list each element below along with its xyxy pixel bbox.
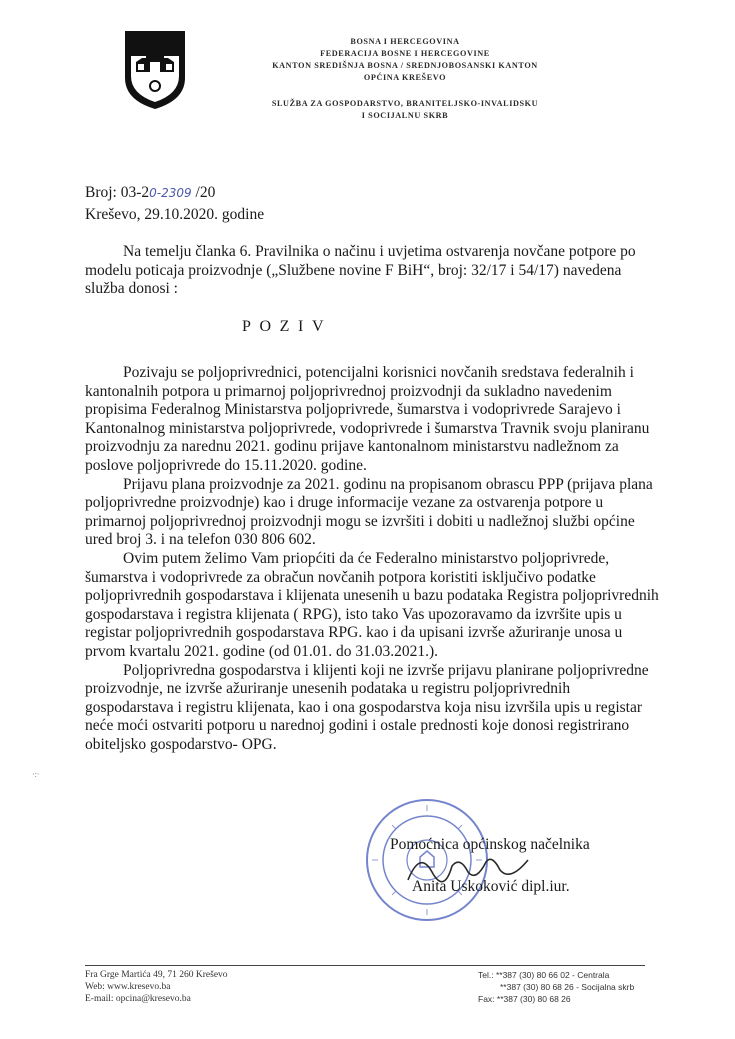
signatory-name: Anita Uskoković dipl.iur.	[412, 878, 570, 895]
municipality-crest-logo	[122, 28, 188, 112]
letterhead-line: BOSNA I HERCEGOVINA	[350, 37, 460, 46]
document-title: POZIV	[242, 318, 333, 335]
footer-contact	[85, 970, 228, 1005]
intro-text: Na temelju članka 6. Pravilnika o načinu i uvjetima ostvarenja novčane potpore po modelu poticaja proizvodnje („Službene novine F BiH“, broj: 32/17 i 54/17) navedena služba donosi :	[85, 243, 636, 298]
body-paragraph: Ovim putem želimo Vam priopćiti da će Federalno ministarstvo poljoprivrede, šumarstva i vodoprivrede za obračun novčanih potpora koristiti isključivo podatke poljoprivrednih gospodarstava i klijenata unesenih u bazu podataka Registra poljoprivrednih gospodarstava i registra klijenata ( RPG), isto tako Vas upozoravamo da izvršite upis u registar poljoprivrednih gospodarstava RPG. kao i da upisani izvrše ažuriranje unosa u prvom kvartalu 2021. godine (od 01.01. do 31.03.2021.).	[85, 549, 659, 660]
footer-phone: Tel.: **387 (30) 80 66 02 - Centrala	[478, 970, 610, 980]
body-paragraph: Prijavu plana proizvodnje za 2021. godinu na propisanom obrascu PPP (prijava plana poljoprivredne proizvodnje) kao i druge informacije vezane za ostvarenja potpore u primarnoj poljoprivrednoj proizvodnji mogu se izvršiti i dobiti u nadležnoj službi općine ured broj 3. i na telefon 030 806 602.	[85, 475, 653, 549]
footer-phone: **387 (30) 80 68 26 - Socijalna skrb	[500, 981, 635, 992]
intro-paragraph	[85, 243, 660, 299]
body-paragraphs	[85, 364, 660, 754]
service-line: SLUŽBA ZA GOSPODARSTVO, BRANITELJSKO-INVALIDSKU	[271, 99, 539, 108]
body-paragraph: Poljoprivredna gospodarstva i klijenti koji ne izvrše prijavu planirane poljoprivredne proizvodnje, ne izvrše ažuriranje unesenih podataka u registru poljoprivrednih gospodarstava i registru klijenata, kao i ona gospodarstva koja nisu izvršila upis u registar neće moći ostvariti potporu u narednoj godini i ostale prednosti koje donosi registrirano obiteljsko gospodarstvo- OPG.	[85, 661, 649, 753]
footer-email: E-mail: opcina@kresevo.ba	[85, 993, 191, 1004]
reference-number-prefix: Broj: 03-2	[85, 184, 150, 201]
letterhead	[200, 36, 610, 122]
signatory-title: Pomoćnica općinskog načelnika	[390, 836, 590, 853]
scan-speck: ·:·	[32, 770, 40, 779]
footer-phones	[478, 970, 634, 1005]
reference-number-suffix: /20	[195, 184, 216, 201]
footer-web: Web: www.kresevo.ba	[85, 981, 171, 992]
place-date: Kreševo, 29.10.2020. godine	[85, 206, 265, 223]
footer-fax: Fax: **387 (30) 80 68 26	[478, 993, 571, 1004]
body-paragraph: Pozivaju se poljoprivrednici, potencijalni korisnici novčanih sredstava federalnih i kantonalnih potpora u primarnoj poljoprivrednoj proizvodnji da sukladno navedenim propisima Federalnog Ministarstva poljoprivrede, šumarstva i vodoprivrede Sarajevo i Kantonalnog ministarstva poljoprivrede, vodoprivrede i šumarstva Travnik svoju planiranu proizvodnju za narednu 2021. godinu prijave kantonalnom ministarstvu nadležnom za poslove poljoprivrede do 15.11.2020. godine.	[85, 364, 650, 474]
document-reference	[85, 182, 264, 225]
footer-address: Fra Grge Martića 49, 71 260 Kreševo	[85, 970, 228, 980]
reference-number-handwritten: 0-2309	[149, 186, 192, 200]
letterhead-line: KANTON SREDIŠNJA BOSNA / SREDNJOBOSANSKI KANTON	[272, 61, 538, 70]
letterhead-line: OPĆINA KREŠEVO	[363, 73, 447, 82]
footer-divider	[85, 965, 645, 966]
service-line: I SOCIJALNU SKRB	[361, 111, 449, 120]
letterhead-line: FEDERACIJA BOSNE I HERCEGOVINE	[320, 49, 490, 58]
